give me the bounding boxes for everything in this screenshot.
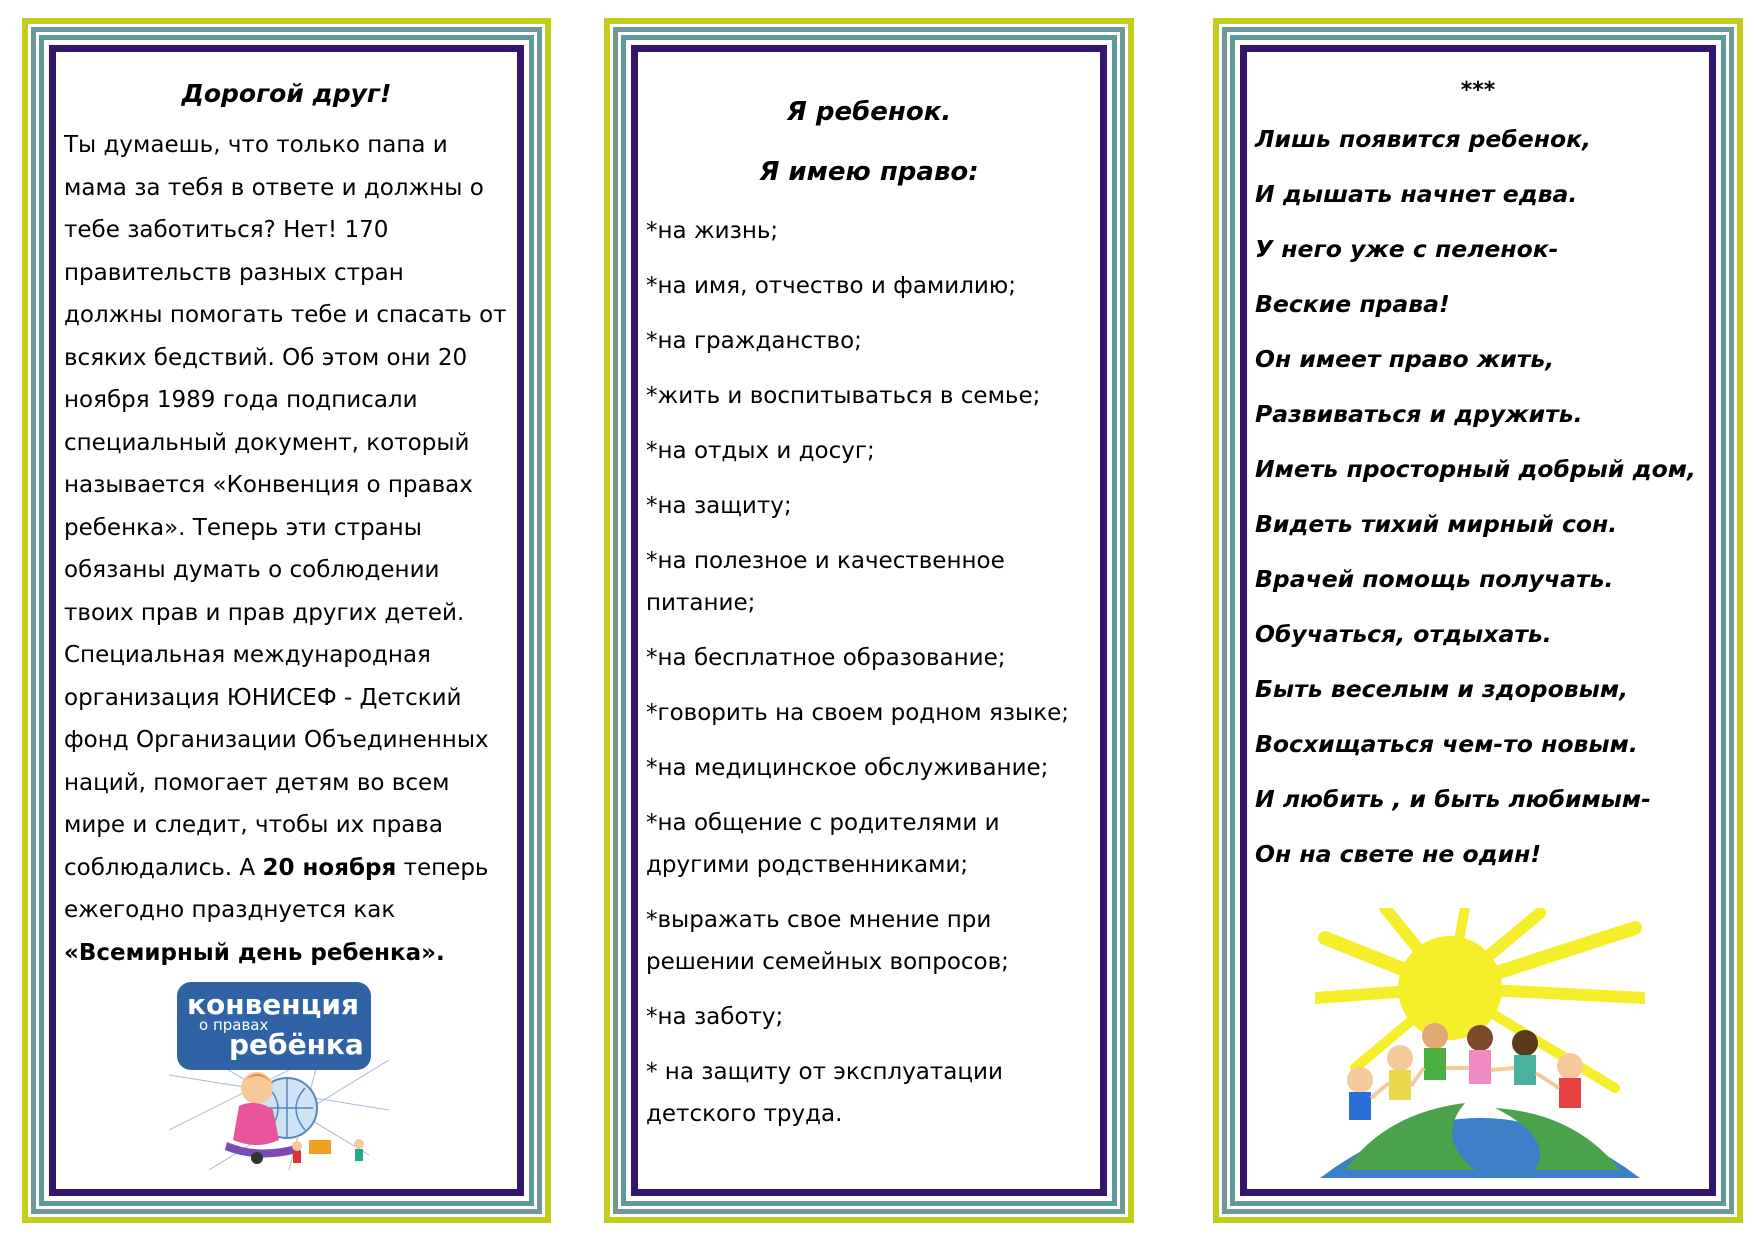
right-item: *на жизнь; <box>646 218 779 244</box>
poem-line: Обучаться, отдыхать. <box>1255 620 1552 648</box>
right-item: *на общение с родителями и другими родственниками; <box>646 810 1000 878</box>
right-item: *на отдых и досуг; <box>646 438 875 464</box>
right-item: *на имя, отчество и фамилию; <box>646 273 1016 299</box>
logo-line1: конвенция <box>187 988 359 1021</box>
panel3-content <box>1255 58 1701 1183</box>
poem-stars: *** <box>1460 78 1496 103</box>
right-item: *выражать свое мнение при решении семейных вопросов; <box>646 907 1009 975</box>
right-item: *на бесплатное образование; <box>646 645 1006 671</box>
panel2-content <box>646 58 1092 1183</box>
poem-line: Он имеет право жить, <box>1255 345 1555 373</box>
poem-line: Веские права! <box>1255 290 1450 318</box>
panel-poem <box>1213 18 1743 1223</box>
convention-logo-image <box>169 980 389 1170</box>
right-item: *говорить на своем родном языке; <box>646 700 1069 726</box>
panel1-title: Дорогой друг! <box>181 79 392 108</box>
panel-dear-friend <box>22 18 551 1223</box>
poem-line: И дышать начнет едва. <box>1255 180 1578 208</box>
poem-line: И любить , и быть любимым- <box>1255 785 1651 813</box>
poem <box>1255 112 1701 882</box>
right-item: *на заботу; <box>646 1004 784 1030</box>
right-item: * на защиту от эксплуатации детского труда. <box>646 1059 1003 1127</box>
paragraph-text: Ты думаешь, что только папа и мама за тебя в ответе и должны о тебе заботиться? Нет! 170 правительств разных стран должны помогать тебе и спасать от всяких бедствий. Об этом они 20 ноября 1989 года подписали специальный документ, который называется «Конвенция о правах ребенка». Теперь эти страны обязаны думать о соблюдении твоих прав и прав других детей. Специальная международная организация ЮНИСЕФ - Детский фонд Организации Объединенных наций, помогает детям во всем мире и следит, чтобы их права соблюдались. А <box>64 132 507 881</box>
panel1-content <box>64 58 509 1183</box>
poem-line: У него уже с пеленок- <box>1255 235 1559 263</box>
bold-day-name: «Всемирный день ребенка». <box>64 939 445 966</box>
sun-children-globe-image <box>1315 908 1645 1178</box>
right-item: *жить и воспитываться в семье; <box>646 383 1041 409</box>
bold-date: 20 ноября <box>262 854 397 881</box>
panel2-title2: Я имею право: <box>759 157 979 187</box>
logo-line2: о правах <box>199 1016 269 1034</box>
panel1-paragraph <box>64 124 509 974</box>
poem-line: Развиваться и дружить. <box>1255 400 1583 428</box>
poem-line: Врачей помощь получать. <box>1255 565 1614 593</box>
logo-line3: ребёнка <box>229 1028 364 1061</box>
right-item: *на защиту; <box>646 493 792 519</box>
paragraph-text-2: теперь ежегодно празднуется как <box>64 854 489 923</box>
right-item: *на гражданство; <box>646 328 862 354</box>
panel2-title1: Я ребенок. <box>786 97 952 127</box>
poem-line: Иметь просторный добрый дом, <box>1255 455 1696 483</box>
poem-line: Лишь появится ребенок, <box>1255 125 1591 153</box>
poem-line: Быть веселым и здоровым, <box>1255 675 1629 703</box>
rights-list <box>646 210 1092 1135</box>
poem-line: Он на свете не один! <box>1255 840 1542 868</box>
right-item: *на медицинское обслуживание; <box>646 755 1049 781</box>
right-item: *на полезное и качественное питание; <box>646 548 1005 616</box>
poem-line: Видеть тихий мирный сон. <box>1255 510 1618 538</box>
panel-rights <box>604 18 1134 1223</box>
poem-line: Восхищаться чем-то новым. <box>1255 730 1638 758</box>
